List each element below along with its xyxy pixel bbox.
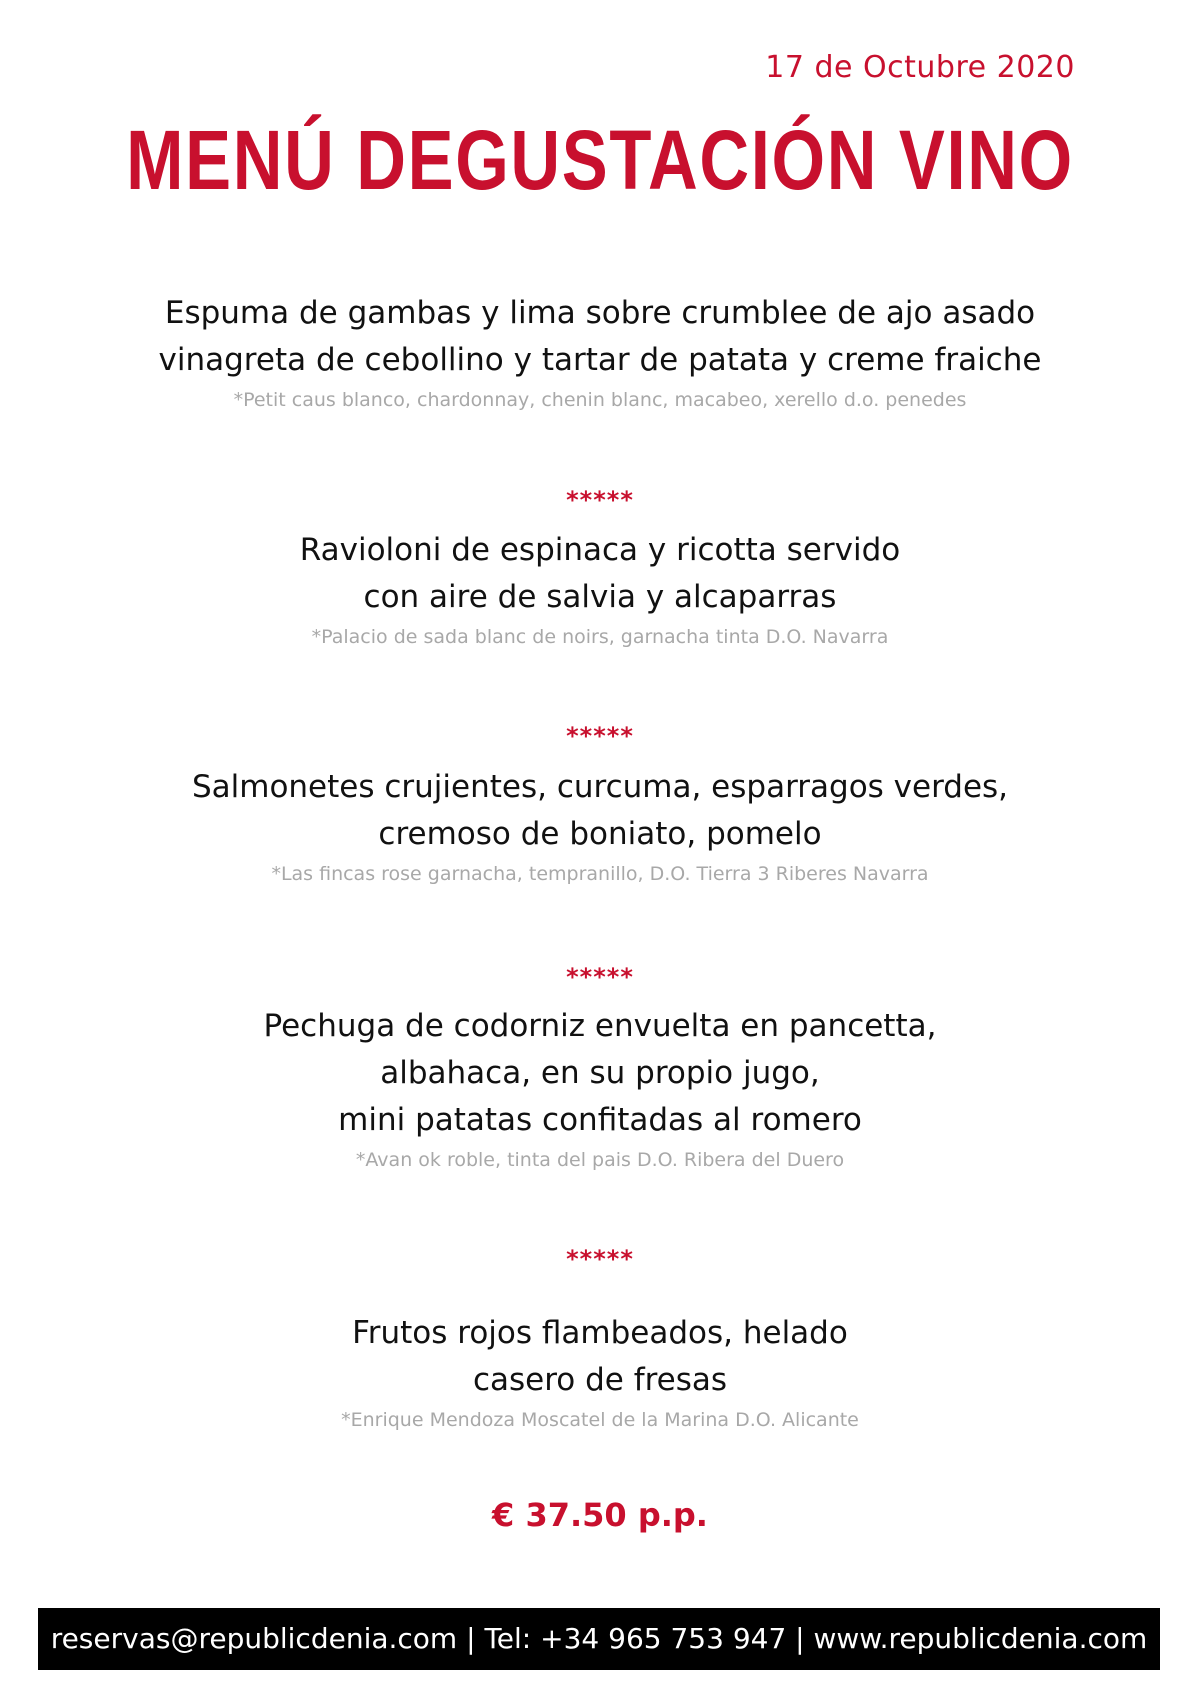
dish-line: Ravioloni de espinaca y ricotta servido — [299, 532, 901, 568]
separator: ***** — [566, 1245, 634, 1273]
menu-date: 17 de Octubre 2020 — [765, 50, 1075, 85]
dish-line: cremoso de boniato, pomelo — [378, 816, 822, 852]
dish-line: albahaca, en su propio jugo, — [380, 1055, 820, 1091]
course-1 — [0, 290, 1200, 414]
wine-pairing: *Petit caus blanco, chardonnay, chenin blanc, macabeo, xerello d.o. penedes — [233, 389, 967, 411]
phone-link[interactable]: Tel: +34 965 753 947 — [484, 1622, 787, 1655]
footer-contact-bar — [38, 1608, 1160, 1670]
course-5 — [0, 1310, 1200, 1434]
dish-line: Espuma de gambas y lima sobre crumblee de ajo asado — [164, 295, 1036, 331]
footer-divider: | — [786, 1622, 814, 1655]
dish-line: mini patatas confitadas al romero — [338, 1102, 862, 1138]
price: € 37.50 p.p. — [492, 1496, 708, 1534]
wine-pairing: *Las fincas rose garnacha, tempranillo, D.O. Tierra 3 Riberes Navarra — [271, 863, 929, 885]
separator: ***** — [566, 722, 634, 750]
dish-line: casero de fresas — [472, 1362, 728, 1398]
wine-pairing: *Avan ok roble, tinta del pais D.O. Ribera del Duero — [355, 1149, 845, 1171]
separator: ***** — [566, 486, 634, 514]
dish-line: Pechuga de codorniz envuelta en pancetta, — [263, 1008, 937, 1044]
course-3 — [0, 764, 1200, 888]
email-link[interactable]: reservas@republicdenia.com — [50, 1622, 458, 1655]
dish-line: Salmonetes crujientes, curcuma, esparragos verdes, — [191, 769, 1009, 805]
separator: ***** — [566, 963, 634, 991]
wine-pairing: *Enrique Mendoza Moscatel de la Marina D.O. Alicante — [341, 1409, 859, 1431]
course-4 — [0, 1003, 1200, 1174]
dish-line: vinagreta de cebollino y tartar de patata y creme fraiche — [158, 342, 1042, 378]
wine-pairing: *Palacio de sada blanc de noirs, garnacha tinta D.O. Navarra — [311, 626, 889, 648]
dish-line: con aire de salvia y alcaparras — [363, 579, 837, 615]
dish-line: Frutos rojos flambeados, helado — [352, 1315, 848, 1351]
footer-divider: | — [457, 1622, 485, 1655]
menu-title: MENÚ DEGUSTACIÓN VINO — [126, 113, 1074, 207]
website-link[interactable]: www.republicdenia.com — [813, 1622, 1148, 1655]
course-2 — [0, 527, 1200, 651]
